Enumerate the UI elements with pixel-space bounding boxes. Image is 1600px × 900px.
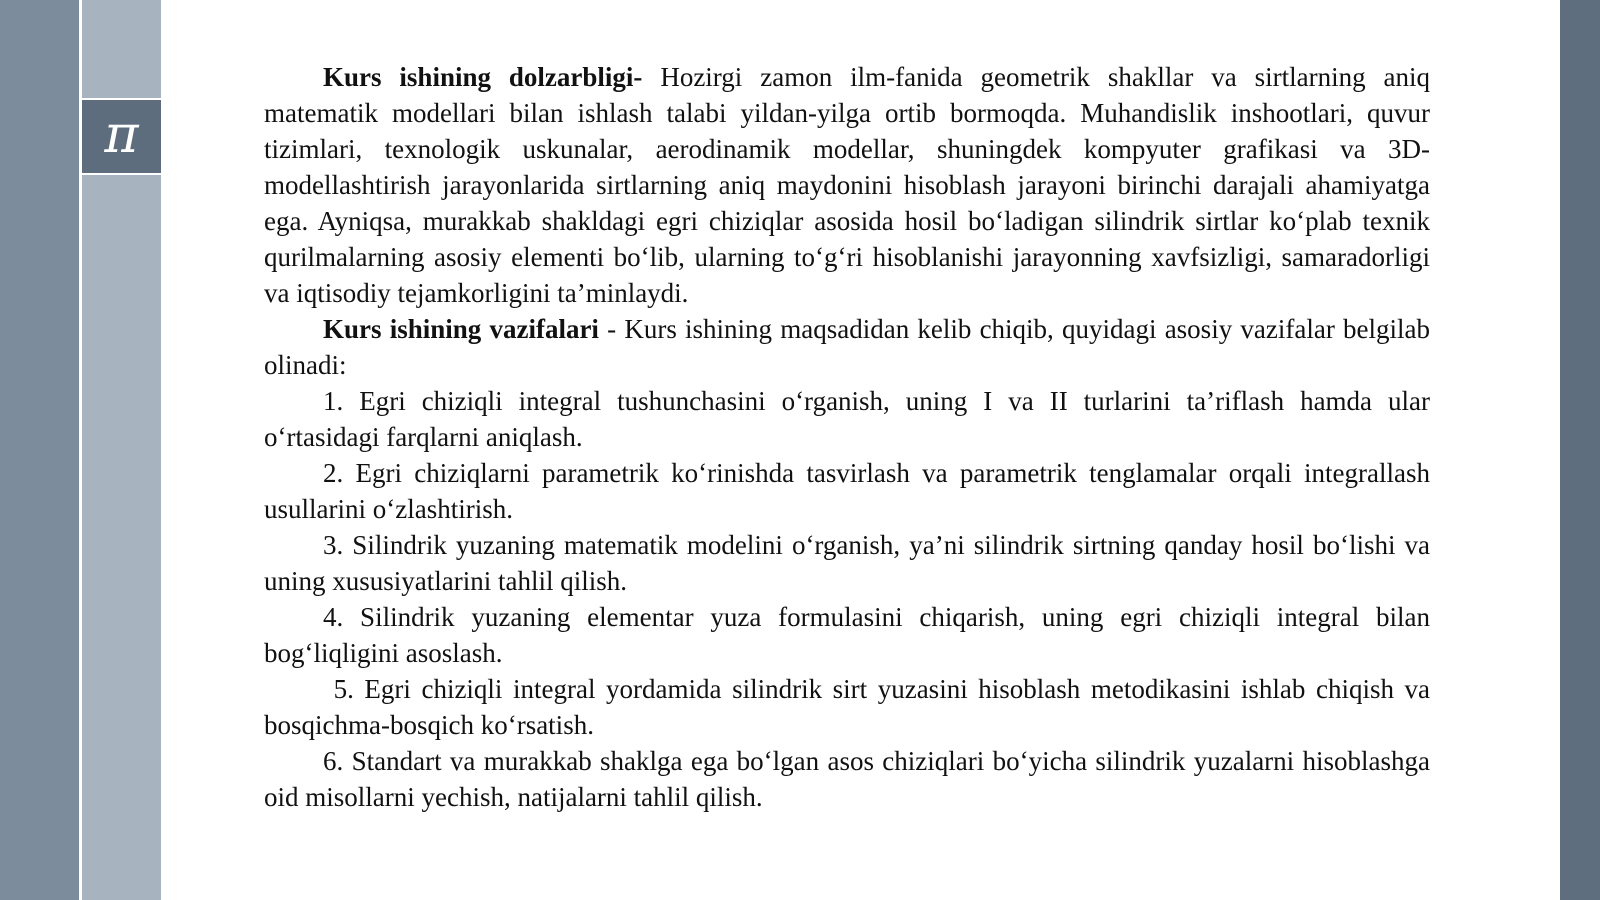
task-item-4: 4. Silindrik yuzaning elementar yuza formulasini chiqarish, uning egri chiziqli integral bilan bogʻliqligini asoslash.	[264, 602, 1430, 668]
task-item-5: 5. Egri chiziqli integral yordamida silindrik sirt yuzasini hisoblash metodikasini ishlab chiqish va bosqichma-bosqich koʻrsatish.	[264, 674, 1437, 740]
task-item-3: 3. Silindrik yuzaning matematik modelini oʻrganish, ya’ni silindrik sirtning qanday hosil boʻlishi va uning xususiyatlarini tahlil qilish.	[264, 530, 1430, 596]
task-item-2: 2. Egri chiziqlarni parametrik koʻrinishda tasvirlash va parametrik tenglamalar orqali integrallash usullarini oʻzlashtirish.	[264, 458, 1430, 524]
relevance-paragraph	[264, 59, 1430, 311]
tasks-intro: - Kurs ishining maqsadidan kelib chiqib, quyidagi asosiy vazifalar belgilab olinadi:	[264, 314, 1430, 380]
task-item-1: 1. Egri chiziqli integral tushunchasini oʻrganish, uning I va II turlarini ta’riflash hamda ular oʻrtasidagi farqlarni aniqlash.	[264, 386, 1430, 452]
slide-body	[264, 59, 1437, 815]
pi-glyph: π	[104, 104, 139, 165]
right-decor-strip	[1560, 0, 1600, 900]
pi-icon	[82, 98, 161, 175]
relevance-heading: Kurs ishining dolzarbligi-	[323, 62, 643, 92]
tasks-paragraph	[264, 311, 1430, 383]
tasks-heading: Kurs ishining vazifalari	[323, 314, 599, 344]
relevance-text: Hozirgi zamon ilm-fanida geometrik shakllar va sirtlarning aniq matematik modellari bilan ishlash talabi yildan-yilga ortib bormoqda. Muhandislik inshootlari, quvur tizimlari, texnologik uskunalar, aerodinamik modellar, shuningdek kompyuter grafikasi va 3D-modellashtirish jarayonlarida sirtlarning aniq maydonini hisoblash jarayoni birinchi darajali ahamiyatga ega. Ayniqsa, murakkab shakldagi egri chiziqlar asosida hosil boʻladigan silindrik sirtlar koʻplab texnik qurilmalarning asosiy elementi boʻlib, ularning toʻgʻri hisoblanishi jarayonning xavfsizligi, samaradorligi va iqtisodiy tejamkorligini ta’minlaydi.	[264, 62, 1431, 308]
task-item-6: 6. Standart va murakkab shaklga ega boʻlgan asos chiziqlari boʻyicha silindrik yuzalarni hisoblashga oid misollarni yechish, natijalarni tahlil qilish.	[264, 746, 1430, 812]
left-decor-strip-dark	[0, 0, 79, 900]
